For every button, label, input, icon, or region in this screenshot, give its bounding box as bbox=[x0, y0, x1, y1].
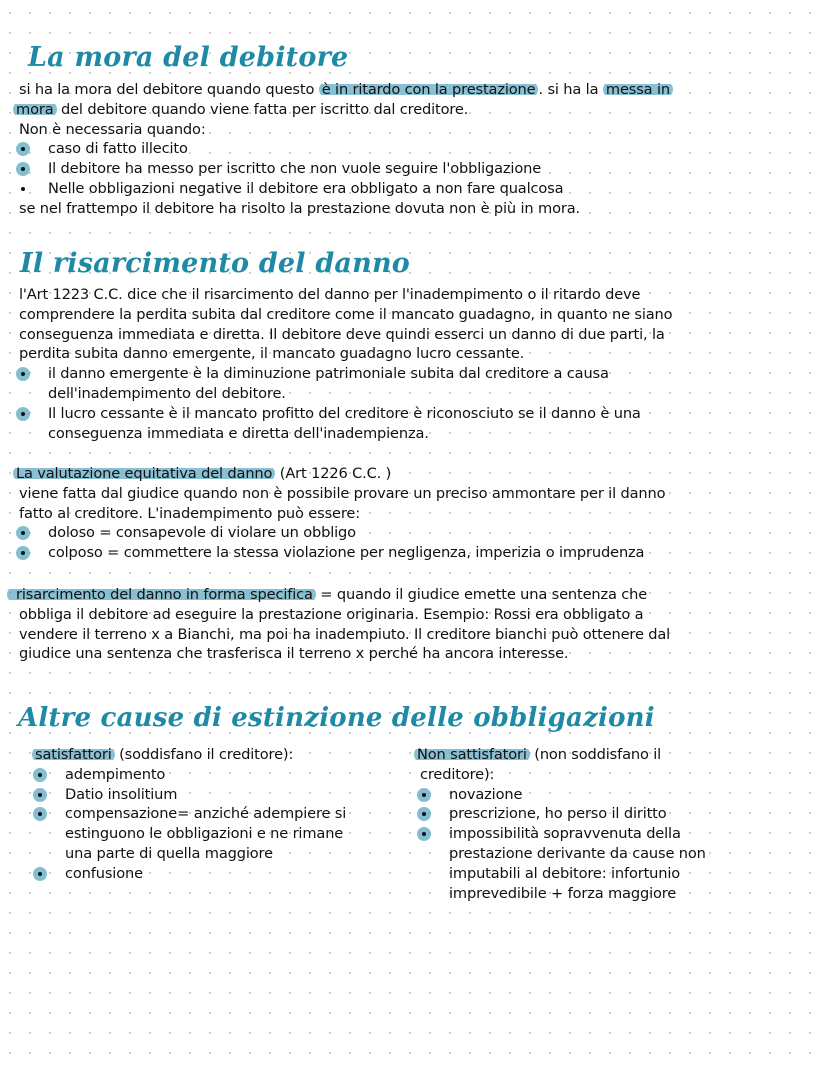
non-satisfattori-column bbox=[417, 745, 820, 903]
forma-specifica-title-line bbox=[16, 585, 819, 605]
bullet-text: impossibilità sopravvenuta della bbox=[449, 825, 681, 843]
text: del debitore quando viene fatta per iscritto dal creditore. bbox=[56, 100, 469, 118]
bullet-text: doloso = consapevole di violare un obbligo bbox=[48, 524, 356, 542]
paragraph-line: perdita subita danno emergente, il mancato guadagno lucro cessante. bbox=[19, 345, 525, 363]
bullet-dot-icon bbox=[33, 867, 47, 881]
bullet-dot-icon bbox=[16, 546, 30, 560]
bullet-dot-icon bbox=[16, 526, 30, 540]
bullet-dot-icon bbox=[33, 788, 47, 802]
bullet-text: il danno emergente è la diminuzione patrimoniale subita dal creditore a causa bbox=[48, 365, 609, 383]
section-risarcimento-body bbox=[19, 285, 819, 443]
bullet-text-continued: una parte di quella maggiore bbox=[65, 844, 273, 862]
satisfattori-column bbox=[36, 745, 416, 884]
bullet-dot-icon bbox=[16, 142, 30, 156]
highlight-valutazione-title: La valutazione equitativa del danno bbox=[13, 465, 275, 482]
mora-bullet-item bbox=[19, 159, 819, 179]
paragraph-line: giudice una sentenza che trasferisca il terreno x perché ha ancora interesse. bbox=[19, 645, 569, 663]
section-mora-body bbox=[16, 80, 819, 219]
non-satisfattori-header-continued: creditore): bbox=[420, 765, 495, 783]
text: si ha la mora del debitore quando questo bbox=[19, 81, 319, 98]
highlight-messa-in: messa in bbox=[603, 81, 673, 98]
bullet-text: adempimento bbox=[65, 765, 166, 783]
satisfattori-header bbox=[36, 745, 416, 765]
bullet-text: Il debitore ha messo per iscritto che non vuole seguire l'obbligazione bbox=[48, 160, 542, 178]
bullet-dot-icon bbox=[16, 182, 30, 196]
section-title-altre-cause: Altre cause di estinzione delle obbligazioni bbox=[18, 703, 655, 733]
satisfattori-item bbox=[36, 864, 416, 884]
bullet-text-continued: prestazione derivante da cause non bbox=[449, 844, 706, 862]
bullet-text: Il lucro cessante è il mancato profitto del creditore è riconosciuto se il danno è una bbox=[48, 404, 641, 422]
non-satisfattori-item bbox=[420, 824, 820, 844]
valutazione-title-line bbox=[16, 464, 819, 484]
text: (non soddisfano il bbox=[529, 746, 662, 763]
paragraph-line: l'Art 1223 C.C. dice che il risarcimento del danno per l'inadempimento o il ritardo deve bbox=[19, 286, 641, 303]
satisfattori-item bbox=[36, 765, 416, 785]
paragraph-line: conseguenza immediata e diretta. Il debitore deve quindi esserci un danno di due parti, la bbox=[19, 325, 665, 343]
section-forma-specifica-body bbox=[16, 585, 819, 664]
mora-line-1 bbox=[19, 80, 819, 100]
bullet-dot-icon bbox=[16, 407, 30, 421]
bullet-text: colposo = commettere la stessa violazione per negligenza, imperizia o imprudenza bbox=[48, 544, 645, 562]
highlight-ritardo: è in ritardo con la prestazione bbox=[319, 81, 539, 98]
paragraph-line: obbliga il debitore ad eseguire la prestazione originaria. Esempio: Rossi era obbligato a bbox=[19, 605, 644, 623]
highlight-non-satisfattori: Non sattisfatori bbox=[414, 746, 530, 763]
bullet-text-continued: imprevedibile + forza maggiore bbox=[449, 884, 677, 902]
bullet-text: caso di fatto illecito bbox=[48, 140, 188, 158]
paragraph-line: vendere il terreno x a Bianchi, ma poi ha inadempiuto. Il creditore bianchi può ottenere dal bbox=[19, 625, 671, 643]
bullet-dot-icon bbox=[417, 827, 431, 841]
text: = quando il giudice emette una sentenza che bbox=[315, 586, 648, 603]
mora-closing: se nel frattempo il debitore ha risolto la prestazione dovuta non è più in mora. bbox=[19, 199, 580, 217]
non-satisfattori-item bbox=[420, 785, 820, 805]
bullet-dot-icon bbox=[33, 807, 47, 821]
paragraph-line: fatto al creditore. L'inadempimento può essere: bbox=[19, 504, 360, 522]
section-valutazione-body bbox=[16, 464, 819, 563]
bullet-dot-icon bbox=[16, 367, 30, 381]
text: (soddisfano il creditore): bbox=[114, 746, 294, 763]
valutazione-bullet-item bbox=[19, 523, 819, 543]
bullet-text: Datio insolitium bbox=[65, 785, 178, 803]
bullet-dot-icon bbox=[417, 807, 431, 821]
section-title-risarcimento: Il risarcimento del danno bbox=[20, 248, 411, 279]
bullet-text-continued: dell'inadempimento del debitore. bbox=[48, 384, 286, 402]
bullet-dot-icon bbox=[16, 162, 30, 176]
text: (Art 1226 C.C. ) bbox=[275, 465, 392, 482]
non-satisfattori-item bbox=[420, 804, 820, 824]
text: . si ha la bbox=[538, 81, 603, 98]
section-title-mora: La mora del debitore bbox=[28, 42, 349, 73]
mora-line-2 bbox=[16, 100, 819, 120]
bullet-text: compensazione= anziché adempiere si bbox=[65, 805, 347, 823]
bullet-text-continued: conseguenza immediata e diretta dell'inadempienza. bbox=[48, 424, 429, 442]
highlight-forma-specifica: risarcimento del danno in forma specifica bbox=[7, 586, 316, 603]
paragraph-line: comprendere la perdita subita dal creditore come il mancato guadagno, in quanto ne siano bbox=[19, 305, 673, 323]
satisfattori-item bbox=[36, 804, 416, 824]
valutazione-bullet-item bbox=[19, 543, 819, 563]
mora-line-3: Non è necessaria quando: bbox=[19, 120, 206, 138]
satisfattori-item bbox=[36, 785, 416, 805]
risarcimento-bullet-item bbox=[19, 364, 819, 384]
mora-bullet-item bbox=[19, 179, 819, 199]
bullet-text: prescrizione, ho perso il diritto bbox=[449, 805, 667, 823]
risarcimento-bullet-item bbox=[19, 404, 819, 424]
bullet-dot-icon bbox=[417, 788, 431, 802]
mora-bullet-item bbox=[19, 139, 819, 159]
highlight-satisfattori: satisfattori bbox=[32, 746, 115, 763]
highlight-mora: mora bbox=[13, 101, 57, 118]
non-satisfattori-header bbox=[417, 745, 820, 765]
bullet-text: Nelle obbligazioni negative il debitore era obbligato a non fare qualcosa bbox=[48, 179, 564, 197]
paragraph-line: viene fatta dal giudice quando non è possibile provare un preciso ammontare per il danno bbox=[19, 484, 666, 502]
bullet-text-continued: estinguono le obbligazioni e ne rimane bbox=[65, 825, 344, 843]
bullet-text: novazione bbox=[449, 785, 523, 803]
bullet-dot-icon bbox=[33, 768, 47, 782]
bullet-text-continued: imputabili al debitore: infortunio bbox=[449, 864, 681, 882]
bullet-text: confusione bbox=[65, 864, 143, 882]
